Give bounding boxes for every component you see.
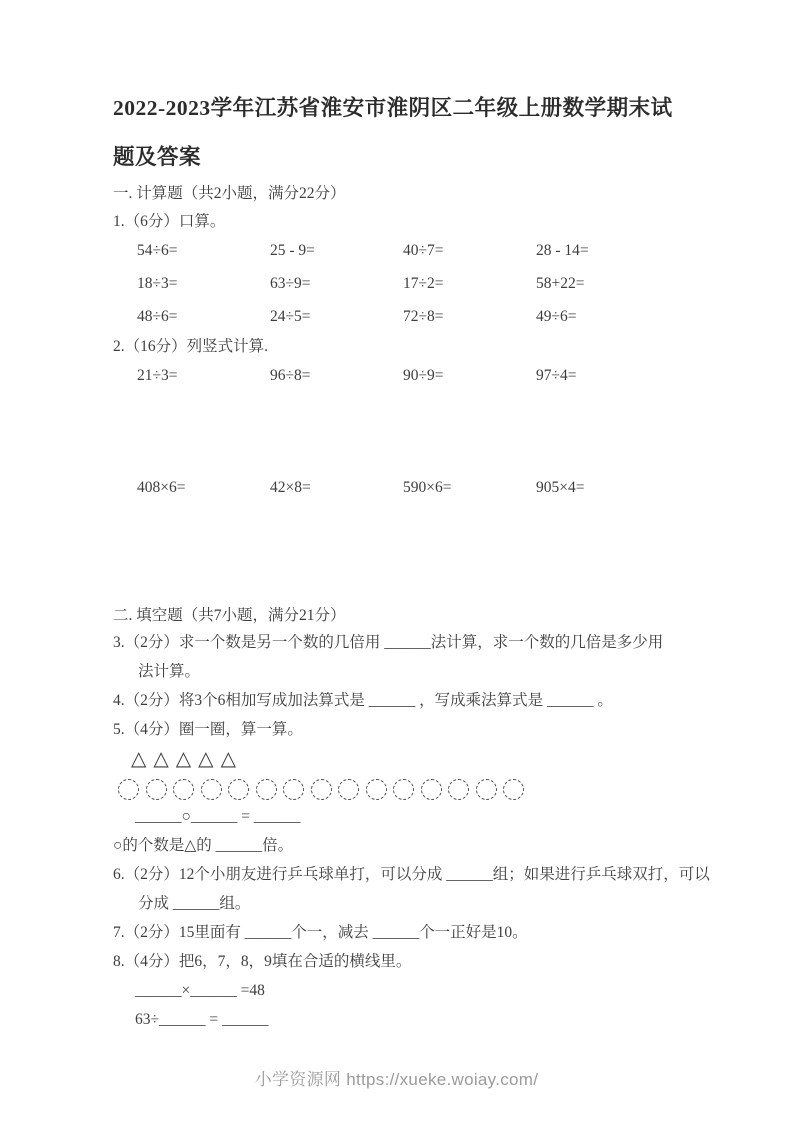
dashed-circle-icon <box>338 779 359 800</box>
calc-expression: 590×6= <box>403 478 452 496</box>
calc-expression: 17÷2= <box>403 274 444 292</box>
dashed-circle-icon <box>228 779 249 800</box>
dashed-circle-icon <box>503 779 524 800</box>
q6-line2: 分成 ______组。 <box>138 895 251 912</box>
calc-expression: 90÷9= <box>403 366 444 384</box>
triangle-icon: △ <box>131 746 147 770</box>
page-title: 2022-2023学年江苏省淮安市淮阴区二年级上册数学期末试题及答案 <box>113 96 673 169</box>
dashed-circle-icon <box>118 779 139 800</box>
calc-expression: 49÷6= <box>536 307 577 325</box>
calc-row <box>137 471 689 504</box>
calc-expression: 905×4= <box>536 478 585 496</box>
dashed-circle-icon <box>421 779 442 800</box>
dashed-circle-icon <box>201 779 222 800</box>
triangle-icon: △ <box>198 746 214 770</box>
footer-watermark: 小学资源网 https://xueke.woiay.com/ <box>254 1070 539 1089</box>
dashed-circle-icon <box>256 779 277 800</box>
q4-line: 4.（2分）将3个6相加写成加法算式是 ______ ，写成乘法算式是 ______ 。 <box>113 692 613 709</box>
dashed-circle-icon <box>283 779 304 800</box>
q3-line2: 法计算。 <box>138 663 201 680</box>
q6-line1: 6.（2分）12个小朋友进行乒乓球单打，可以分成 ______组；如果进行乒乓球双打，可以 <box>113 866 710 883</box>
q8-label: 8.（4分）把6，7，8，9填在合适的横线里。 <box>113 953 412 970</box>
calc-expression: 54÷6= <box>137 241 178 259</box>
dashed-circle-icon <box>173 779 194 800</box>
dashed-circle-icon <box>476 779 497 800</box>
q5-circle-row <box>113 776 689 802</box>
calc-expression: 24÷5= <box>270 307 311 325</box>
dashed-circle-icon <box>311 779 332 800</box>
q5-line3: ○的个数是△的 ______倍。 <box>113 837 294 854</box>
calc-expression: 72÷8= <box>403 307 444 325</box>
dashed-circle-icon <box>146 779 167 800</box>
calc-expression: 25 - 9= <box>270 241 315 259</box>
calc-expression: 63÷9= <box>270 274 311 292</box>
q8-equation-1: ______×______ =48 <box>135 982 265 999</box>
calc-expression: 21÷3= <box>137 366 178 384</box>
calc-row <box>137 359 689 392</box>
section-fill-header: 二. 填空题（共7小题，满分21分） <box>113 607 346 624</box>
q1-label: 1.（6分）口算。 <box>113 213 226 230</box>
calc-expression: 97÷4= <box>536 366 577 384</box>
calc-expression: 58+22= <box>536 274 585 292</box>
calc-expression: 42×8= <box>270 478 311 496</box>
calc-expression: 48÷6= <box>137 307 178 325</box>
q5-equation-blanks: ______○______ = ______ <box>135 808 301 825</box>
calc-expression: 96÷8= <box>270 366 311 384</box>
q2-label: 2.（16分）列竖式计算. <box>113 338 269 355</box>
q8-equation-2: 63÷______ = ______ <box>135 1011 269 1028</box>
calc-expression: 408×6= <box>137 478 186 496</box>
dashed-circle-icon <box>393 779 414 800</box>
calc-expression: 28 - 14= <box>536 241 589 259</box>
triangle-icon: △ <box>153 746 169 770</box>
calc-expression: 18÷3= <box>137 274 178 292</box>
calc-row <box>137 267 689 300</box>
section-calc-header: 一. 计算题（共2小题，满分22分） <box>113 185 346 202</box>
triangle-icon: △ <box>175 746 192 770</box>
q2-grid <box>137 359 689 504</box>
calc-row <box>137 234 689 267</box>
q5-triangle-row <box>113 746 689 770</box>
q7-line: 7.（2分）15里面有 ______个一，减去 ______个一正好是10。 <box>113 924 528 941</box>
triangle-icon: △ <box>220 746 236 770</box>
q3-line1: 3.（2分）求一个数是另一个数的几倍用 ______法计算，求一个数的几倍是多少用 <box>113 634 664 651</box>
calc-expression: 40÷7= <box>403 241 444 259</box>
dashed-circle-icon <box>366 779 387 800</box>
q1-grid <box>137 234 689 333</box>
calc-row <box>137 300 689 333</box>
q5-label: 5.（4分）圈一圈，算一算。 <box>113 721 303 738</box>
dashed-circle-icon <box>448 779 469 800</box>
